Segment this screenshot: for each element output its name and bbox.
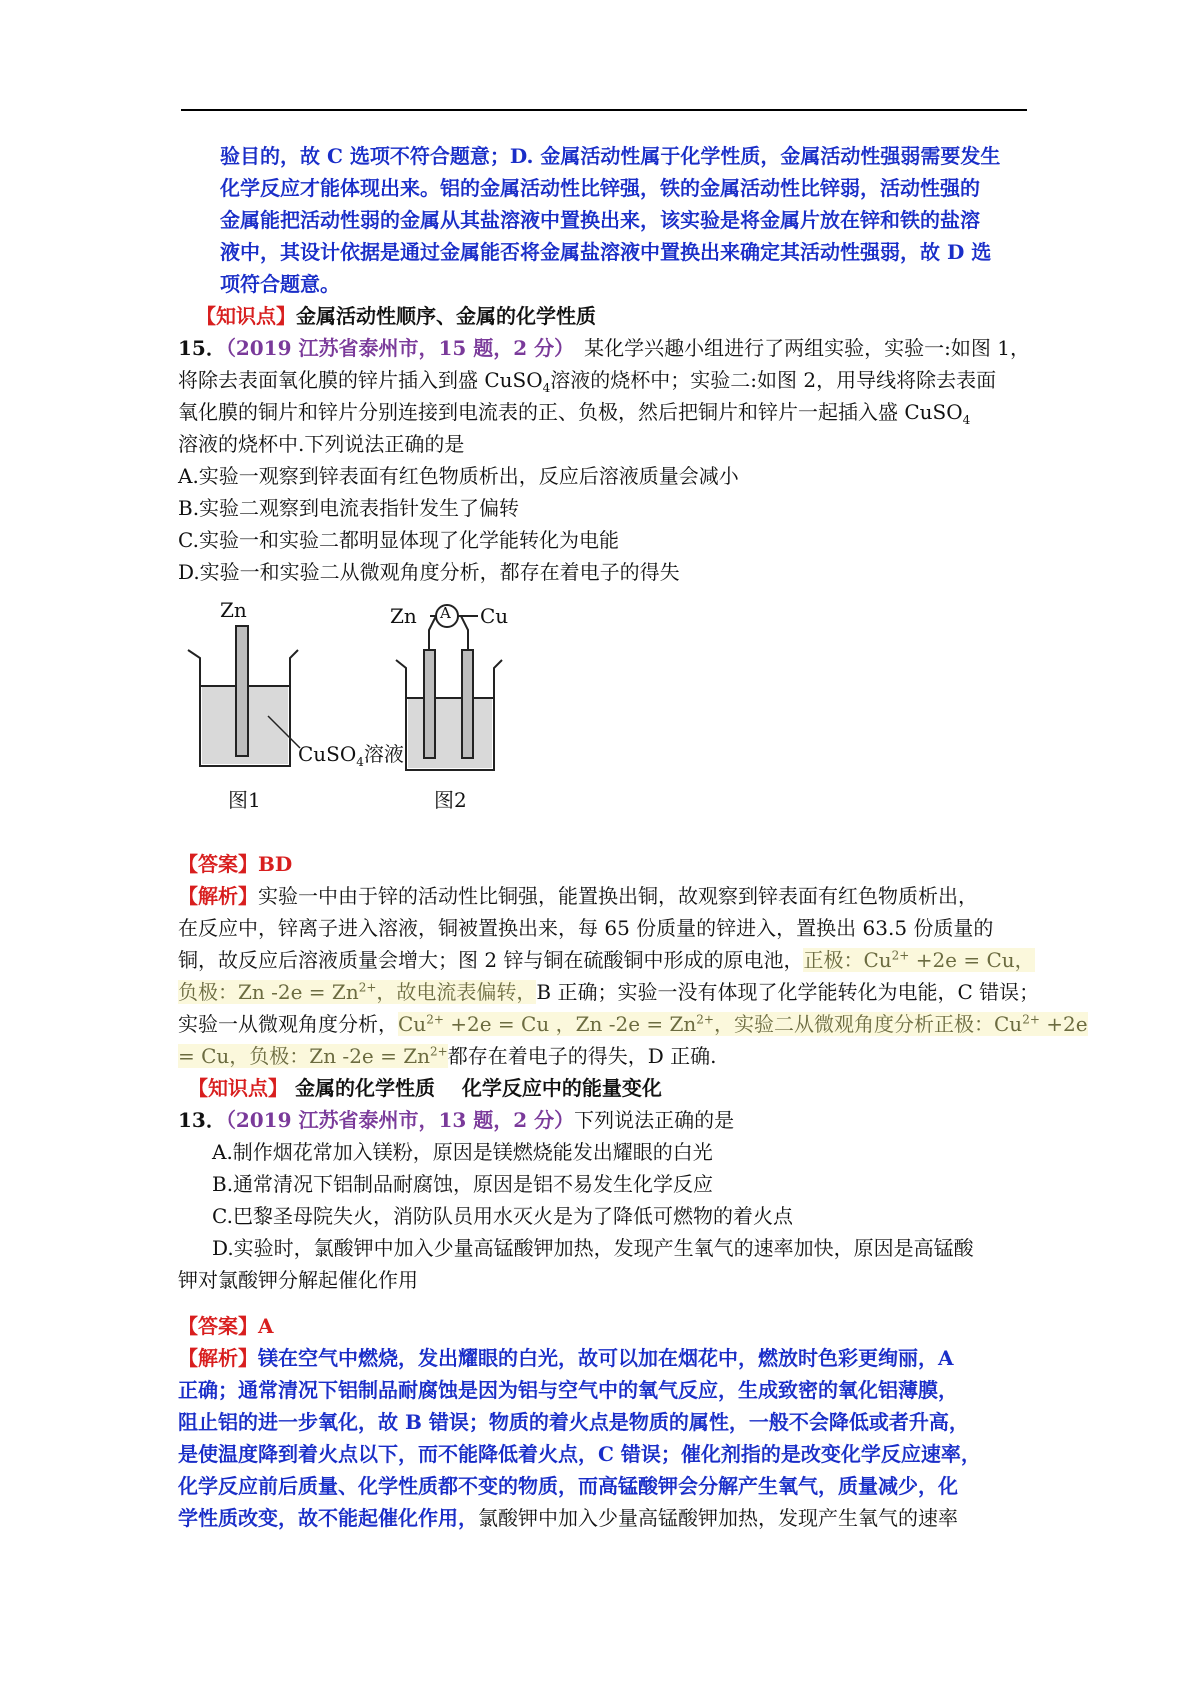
question-stem: 下列说法正确的是 <box>574 1108 735 1132</box>
question-source: （2019 江苏省泰州市，13 题，2 分） <box>225 1108 575 1132</box>
option-c: C.巴黎圣母院失火，消防队员用水灭火是为了降低可燃物的着火点 <box>212 1204 793 1228</box>
question-number: 15． <box>178 336 226 360</box>
option-a: A.实验一观察到锌表面有红色物质析出，反应后溶液质量会减小 <box>178 464 739 488</box>
answer-value: A <box>258 1314 274 1338</box>
option-d: D.实验一和实验二从微观角度分析，都存在着电子的得失 <box>178 560 680 584</box>
option-a: A.制作烟花常加入镁粉，原因是镁燃烧能发出耀眼的白光 <box>212 1140 713 1164</box>
solution-label: CuSO$_4$溶液 <box>298 742 404 769</box>
previous-explanation <box>186 140 1026 300</box>
option-d-continued: 钾对氯酸钾分解起催化作用 <box>178 1268 418 1292</box>
knowledge-point <box>186 300 1026 332</box>
explanation-line: 液中，其设计依据是通过金属能否将金属盐溶液中置换出来确定其活动性强弱，故 D 选 <box>220 240 992 264</box>
option-d: D.实验时，氯酸钾中加入少量高锰酸钾加热，发现产生氧气的速率加快，原因是高锰酸 <box>212 1236 974 1260</box>
analysis-text: 镁在空气中燃烧，发出耀眼的白光，故可以加在烟花中，燃放时色彩更绚丽，A <box>258 1346 954 1370</box>
answer-line <box>178 1310 1026 1342</box>
subscript: 4 <box>542 381 551 395</box>
cu-label: Cu <box>480 604 509 628</box>
question-15 <box>178 332 1088 1104</box>
analysis-label: 【解析】 <box>178 884 258 908</box>
subscript: 4 <box>962 413 971 427</box>
explanation-line: 项符合题意。 <box>220 272 340 296</box>
analysis-text: 实验一中由于锌的活动性比铜强，能置换出铜，故观察到锌表面有红色物质析出， <box>258 884 978 908</box>
explanation-line: 验目的，故 C 选项不符合题意；D. 金属活动性属于化学性质，金属活动性强弱需要发生 <box>220 144 1001 168</box>
question-stem: 将除去表面氧化膜的锌片插入到盛 CuSO <box>178 368 543 392</box>
analysis-text: 氯酸钾中加入少量高锰酸钾加热，发现产生氧气的速率 <box>478 1506 958 1530</box>
option-c: C.实验一和实验二都明显体现了化学能转化为电能 <box>178 528 619 552</box>
analysis-text: B 正确；实验一没有体现了化学能转化为电能，C 错误； <box>536 980 1040 1004</box>
question-stem: 溶液的烧杯中.下列说法正确的是 <box>178 432 465 456</box>
equation-highlight: 正极：$Cu^{2+} +2e = Cu$， <box>803 948 1035 972</box>
analysis-text: 学性质改变，故不能起催化作用， <box>178 1506 478 1530</box>
copper-strip <box>462 650 473 758</box>
answer-label: 【答案】 <box>178 852 258 876</box>
analysis-label: 【解析】 <box>178 1346 258 1370</box>
option-b: B.实验二观察到电流表指针发生了偏转 <box>178 496 520 520</box>
analysis-text: 在反应中，锌离子进入溶液，铜被置换出来，每 65 份质量的锌进入，置换出 63.5 份质量的 <box>178 916 994 940</box>
knowledge-text: 金属活动性顺序、金属的化学性质 <box>296 304 596 328</box>
answer-label: 【答案】 <box>178 1314 258 1338</box>
analysis-text: 正确；通常清况下铝制品耐腐蚀是因为铝与空气中的氧气反应，生成致密的氧化铝薄膜， <box>178 1378 958 1402</box>
question-source: （2019 江苏省泰州市，15 题，2 分） <box>225 336 565 360</box>
zn-label-2: Zn <box>390 604 417 628</box>
beaker-2 <box>396 660 502 770</box>
equation-highlight: = Cu，负极：Zn $-2e = Zn^{2+}$ <box>178 1044 448 1068</box>
ammeter-label: A <box>440 604 451 622</box>
question-stem: 氧化膜的铜片和锌片分别连接到电流表的正、负极，然后把铜片和锌片一起插入盛 CuSO <box>178 400 963 424</box>
question-stem: 溶液的烧杯中；实验二:如图 2，用导线将除去表面 <box>550 368 997 392</box>
knowledge-point <box>178 1072 1026 1104</box>
question-13 <box>178 1104 1026 1534</box>
zinc-strip-1 <box>236 626 248 756</box>
knowledge-label: 【知识点】 <box>196 304 296 328</box>
knowledge-label: 【知识点】 <box>188 1076 288 1100</box>
analysis-text: 化学反应前后质量、化学性质都不变的物质，而高锰酸钾会分解产生氧气，质量减少，化 <box>178 1474 958 1498</box>
figure-1-caption: 图1 <box>228 788 261 812</box>
question-stem: 某化学兴趣小组进行了两组实验，实验一:如图 1， <box>564 336 1030 360</box>
analysis-text: 铜，故反应后溶液质量会增大；图 2 锌与铜在硫酸铜中形成的原电池， <box>178 948 804 972</box>
answer-value: BD <box>258 852 293 876</box>
header-rule <box>181 109 1027 111</box>
analysis-text: 阻止铝的进一步氧化，故 B 错误；物质的着火点是物质的属性，一般不会降低或者升高， <box>178 1410 969 1434</box>
explanation-line: 金属能把活动性弱的金属从其盐溶液中置换出来，该实验是将金属片放在锌和铁的盐溶 <box>220 208 980 232</box>
knowledge-text: 金属的化学性质 化学反应中的能量变化 <box>288 1076 662 1100</box>
analysis-text: 都存在着电子的得失，D 正确. <box>447 1044 717 1068</box>
experiment-figure <box>178 598 1026 848</box>
zinc-strip-2 <box>424 650 435 758</box>
analysis-text: 是使温度降到着火点以下，而不能降低着火点，C 错误；催化剂指的是改变化学反应速率， <box>178 1442 981 1466</box>
option-b: B.通常清况下铝制品耐腐蚀，原因是铝不易发生化学反应 <box>212 1172 714 1196</box>
analysis-text: 实验一从微观角度分析， <box>178 1012 398 1036</box>
zn-label-1: Zn <box>220 598 247 622</box>
answer-line <box>178 848 1026 880</box>
explanation-line: 化学反应才能体现出来。铝的金属活动性比锌强，铁的金属活动性比锌弱，活动性强的 <box>220 176 980 200</box>
figure-2-caption: 图2 <box>434 788 467 812</box>
question-number: 13． <box>178 1108 226 1132</box>
document-page <box>178 140 1088 1534</box>
equation-highlight: $Cu^{2+} +2e = Cu$ ，Zn $-2e = Zn^{2+}$，实验二从微观角度分析正极：$Cu^{2+} +2e$ <box>398 1012 1088 1036</box>
equation-highlight: 负极：Zn $-2e = Zn^{2+}$，故电流表偏转， <box>178 980 537 1004</box>
